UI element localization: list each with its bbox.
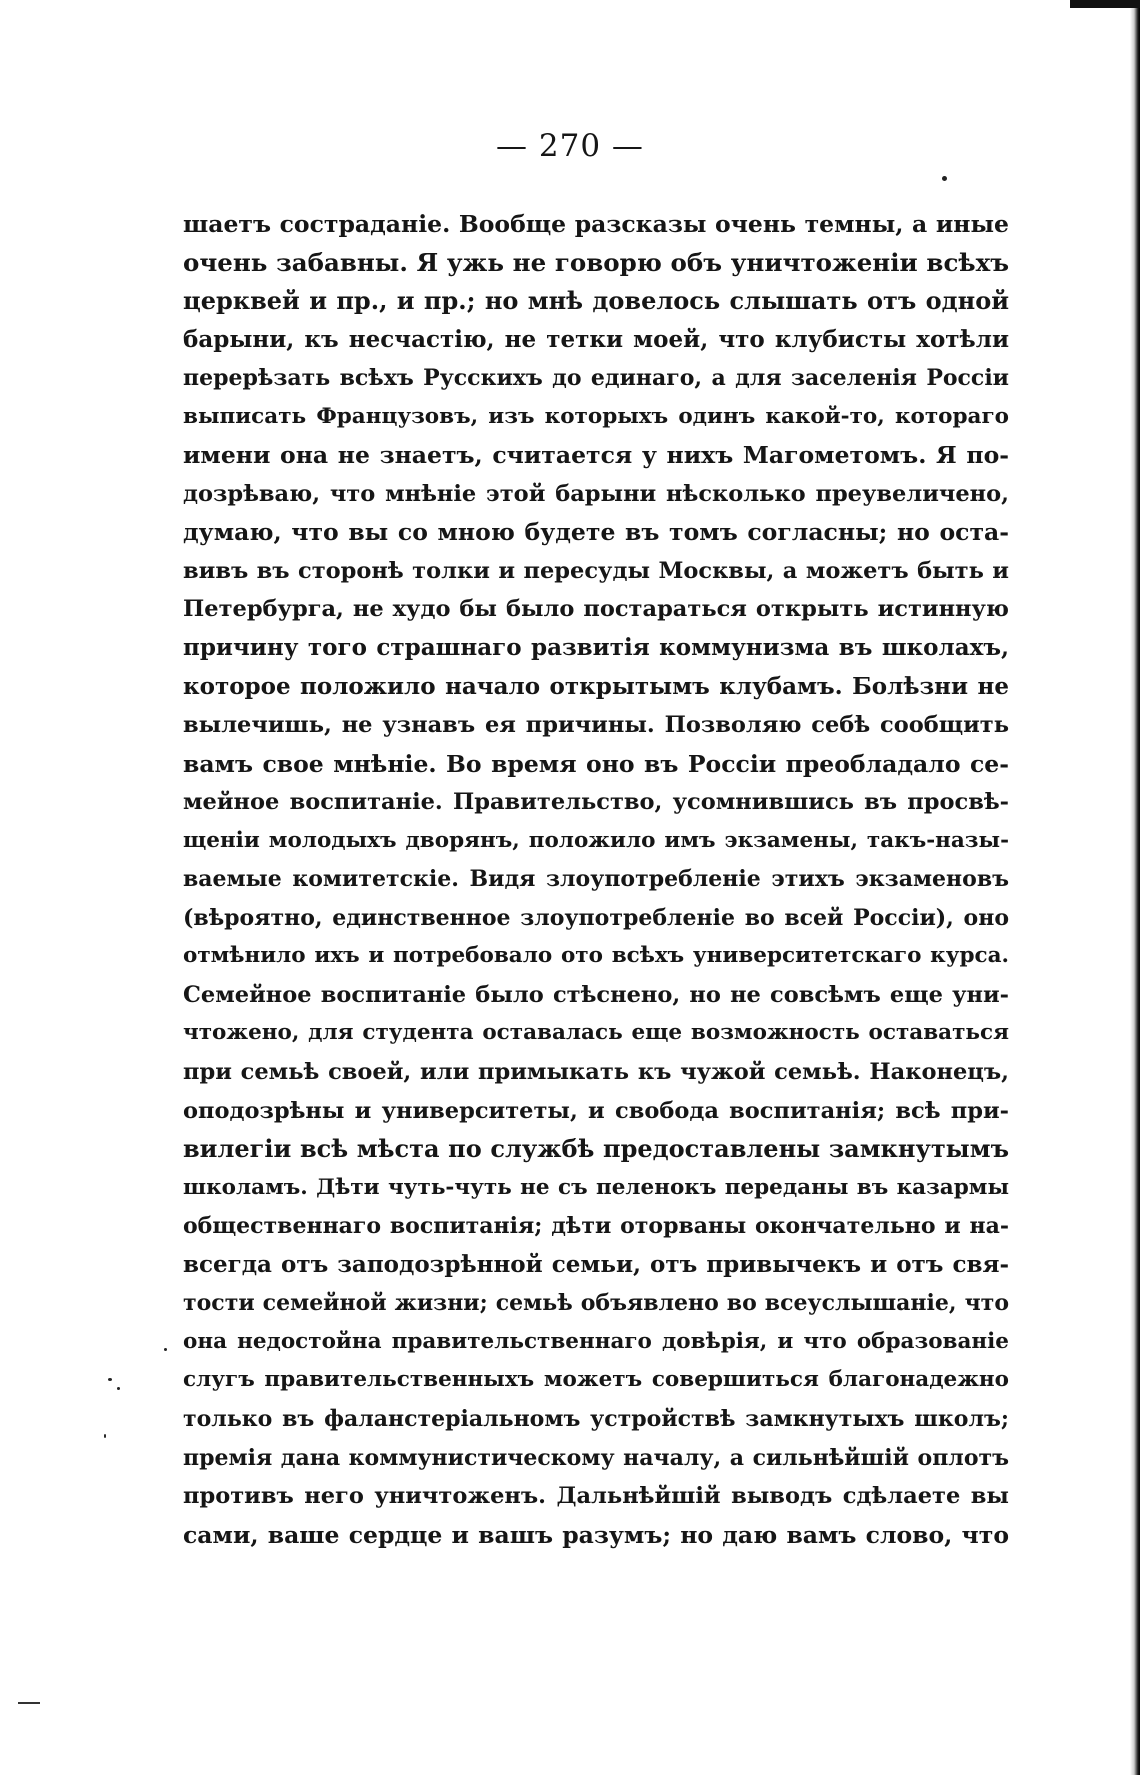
text-line: она недостойна правительственнаго довѣрія, и что образованіе: [183, 1328, 1009, 1354]
text-line: ваемые комитетскіе. Видя злоупотребленіе этихъ экзаменовъ: [183, 866, 1009, 893]
text-line: отмѣнило ихъ и потребовало ото всѣхъ университетскаго курса.: [183, 943, 1009, 969]
text-line: которое положило начало открытымъ клубамъ. Болѣзни не: [183, 672, 1009, 700]
text-line: имени она не знаетъ, считается у нихъ Магометомъ. Я по-: [183, 441, 1009, 470]
text-line: вилегіи всѣ мѣста по службѣ предоставлены замкнутымъ: [183, 1134, 1009, 1164]
text-line: общественнаго воспитанія; дѣти оторваны окончательно и на-: [183, 1213, 1009, 1240]
text-line: думаю, что вы со мною будете въ томъ согласны; но оста-: [183, 518, 1009, 547]
text-line: Петербурга, не худо бы было постараться открыть истинную: [183, 596, 1009, 623]
text-line: церквей и пр., и пр.; но мнѣ довелось слышать отъ одной: [183, 286, 1009, 316]
text-line: очень забавны. Я ужь не говорю объ уничтоженіи всѣхъ: [183, 247, 1009, 277]
page-corner-mark: [1070, 0, 1140, 8]
text-line: шаетъ состраданіе. Вообще разсказы очень темны, а иные: [183, 210, 1009, 238]
text-line: (вѣроятно, единственное злоупотребленіе во всей Россіи), оно: [183, 904, 1009, 931]
text-line: Семейное воспитаніе было стѣснено, но не совсѣмъ еще уни-: [183, 981, 1009, 1008]
ink-speck: [108, 1378, 112, 1381]
text-line: причину того страшнаго развитія коммунизма въ школахъ,: [183, 634, 1009, 662]
text-line: слугъ правительственныхъ можетъ совершиться благонадежно: [183, 1367, 1009, 1393]
text-line: выписать Французовъ, изъ которыхъ одинъ какой-то, котораго: [183, 403, 1009, 429]
text-line: дозрѣваю, что мнѣніе этой барыни нѣсколько преувеличено,: [183, 480, 1009, 507]
text-line: барыни, къ несчастію, не тетки моей, что клубисты хотѣли: [183, 325, 1009, 353]
text-line: вылечишь, не узнавъ ея причины. Позволяю себѣ сообщить: [183, 712, 1009, 739]
ink-speck: [942, 176, 947, 181]
margin-mark: [18, 1702, 40, 1704]
text-line: вивъ въ сторонѣ толки и пересуды Москвы, а можетъ быть и: [183, 557, 1009, 584]
page-edge-shadow: [1130, 0, 1140, 1775]
text-line: премія дана коммунистическому началу, а сильнѣйшій оплотъ: [183, 1444, 1009, 1471]
page-number: — 270 —: [496, 128, 644, 164]
text-line: всегда отъ заподозрѣнной семьи, отъ привычекъ и отъ свя-: [183, 1250, 1009, 1278]
text-line: перерѣзать всѣхъ Русскихъ до единаго, а для заселенія Россіи: [183, 365, 1009, 392]
body-text: [183, 205, 1009, 1554]
text-line: школамъ. Дѣти чуть-чуть не съ пеленокъ переданы въ казармы: [183, 1174, 1009, 1200]
ink-speck: [117, 1387, 120, 1390]
text-line: вамъ свое мнѣніе. Во время оно въ Россіи преобладало се-: [183, 749, 1009, 778]
ink-speck: [164, 1348, 167, 1351]
text-line: щеніи молодыхъ дворянъ, положило имъ экзамены, такъ-назы-: [183, 827, 1009, 853]
text-line: тости семейной жизни; семьѣ объявлено во всеуслышаніе, что: [183, 1290, 1009, 1317]
text-line: чтожено, для студента оставалась еще возможность оставаться: [183, 1020, 1009, 1046]
text-line: оподозрѣны и университеты, и свобода воспитанія; всѣ при-: [183, 1097, 1009, 1124]
ink-speck: [104, 1434, 106, 1438]
text-line: при семьѣ своей, или примыкать къ чужой семьѣ. Наконецъ,: [183, 1059, 1009, 1086]
text-line: противъ него уничтоженъ. Дальнѣйшій выводъ сдѣлаете вы: [183, 1483, 1009, 1510]
text-line: мейное воспитаніе. Правительство, усомнившись въ просвѣ-: [183, 789, 1009, 816]
text-line: только въ фаланстеріальномъ устройствѣ замкнутыхъ школъ;: [183, 1405, 1009, 1432]
text-line: сами, ваше сердце и вашъ разумъ; но даю вамъ слово, что: [183, 1520, 1009, 1549]
